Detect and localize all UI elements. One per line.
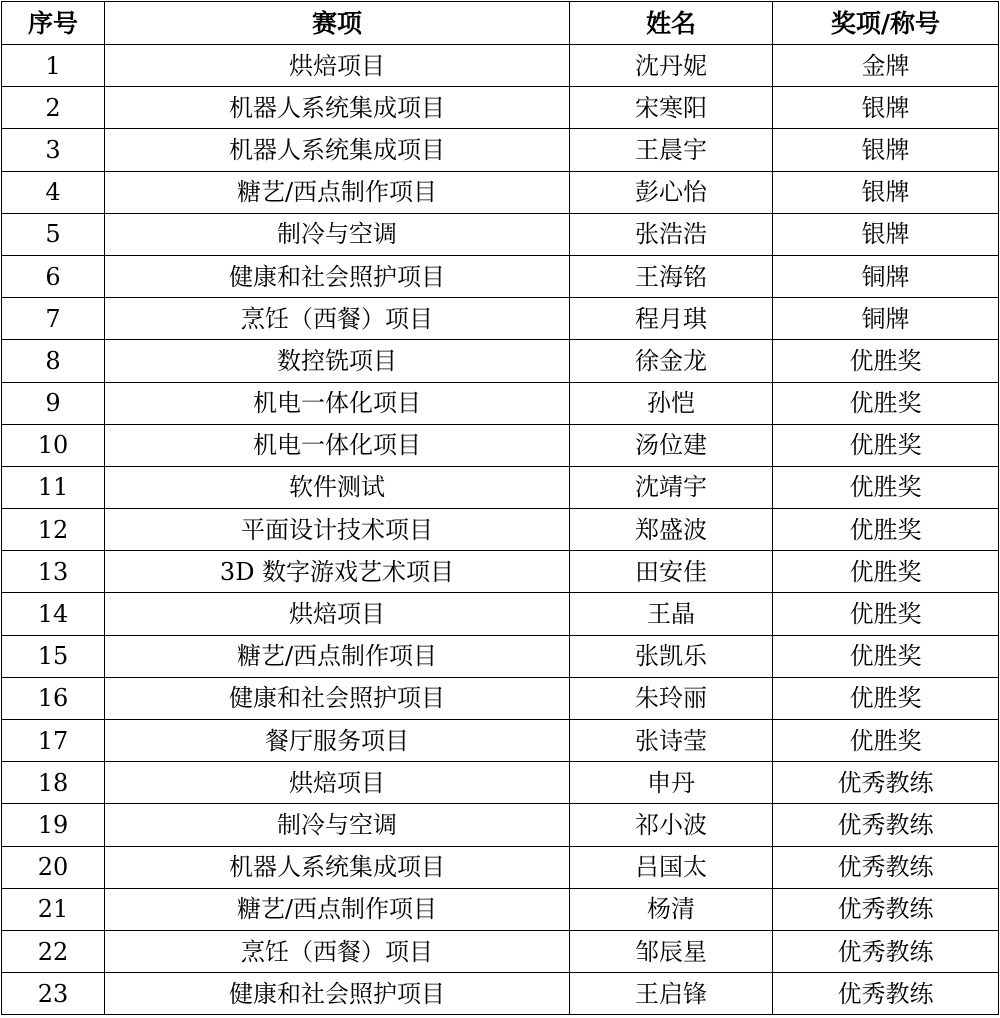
cell-award: 铜牌 <box>773 298 999 340</box>
table-row <box>2 551 999 593</box>
cell-name: 王晶 <box>570 593 773 635</box>
cell-award: 优胜奖 <box>773 382 999 424</box>
cell-no: 9 <box>2 382 105 424</box>
cell-name: 沈丹妮 <box>570 45 773 87</box>
cell-award: 优秀教练 <box>773 762 999 804</box>
cell-no: 4 <box>2 171 105 213</box>
cell-no: 19 <box>2 804 105 846</box>
table-row <box>2 87 999 129</box>
cell-no: 14 <box>2 593 105 635</box>
cell-award: 银牌 <box>773 129 999 171</box>
table-row <box>2 424 999 466</box>
cell-event: 制冷与空调 <box>105 804 570 846</box>
cell-event: 烘焙项目 <box>105 45 570 87</box>
cell-no: 1 <box>2 45 105 87</box>
cell-no: 2 <box>2 87 105 129</box>
cell-award: 银牌 <box>773 87 999 129</box>
table-row <box>2 804 999 846</box>
cell-no: 10 <box>2 424 105 466</box>
cell-name: 申丹 <box>570 762 773 804</box>
header-row <box>2 2 999 45</box>
cell-event: 健康和社会照护项目 <box>105 677 570 719</box>
cell-award: 铜牌 <box>773 255 999 297</box>
cell-event: 平面设计技术项目 <box>105 509 570 551</box>
award-table <box>1 1 999 1015</box>
table-row <box>2 45 999 87</box>
cell-award: 优胜奖 <box>773 424 999 466</box>
cell-award: 银牌 <box>773 213 999 255</box>
table-row <box>2 466 999 508</box>
cell-event: 烘焙项目 <box>105 762 570 804</box>
table-row <box>2 129 999 171</box>
cell-event: 软件测试 <box>105 466 570 508</box>
cell-event: 烹饪（西餐）项目 <box>105 930 570 972</box>
cell-no: 3 <box>2 129 105 171</box>
cell-event: 机电一体化项目 <box>105 424 570 466</box>
cell-no: 5 <box>2 213 105 255</box>
cell-no: 7 <box>2 298 105 340</box>
cell-name: 孙恺 <box>570 382 773 424</box>
table-row <box>2 340 999 382</box>
cell-event: 糖艺/西点制作项目 <box>105 888 570 930</box>
cell-name: 程月琪 <box>570 298 773 340</box>
cell-no: 18 <box>2 762 105 804</box>
cell-no: 13 <box>2 551 105 593</box>
cell-event: 健康和社会照护项目 <box>105 973 570 1015</box>
cell-no: 8 <box>2 340 105 382</box>
cell-award: 优秀教练 <box>773 804 999 846</box>
cell-name: 沈靖宇 <box>570 466 773 508</box>
cell-award: 优胜奖 <box>773 677 999 719</box>
header-name: 姓名 <box>570 2 773 45</box>
cell-event: 机电一体化项目 <box>105 382 570 424</box>
table-row <box>2 213 999 255</box>
cell-name: 田安佳 <box>570 551 773 593</box>
cell-award: 优胜奖 <box>773 720 999 762</box>
cell-event: 机器人系统集成项目 <box>105 129 570 171</box>
table-row <box>2 677 999 719</box>
cell-event: 餐厅服务项目 <box>105 720 570 762</box>
cell-event: 制冷与空调 <box>105 213 570 255</box>
cell-name: 张浩浩 <box>570 213 773 255</box>
cell-award: 金牌 <box>773 45 999 87</box>
cell-award: 优秀教练 <box>773 846 999 888</box>
table-row <box>2 382 999 424</box>
table-header <box>2 2 999 45</box>
cell-name: 杨清 <box>570 888 773 930</box>
table-row <box>2 593 999 635</box>
cell-no: 12 <box>2 509 105 551</box>
cell-award: 优秀教练 <box>773 888 999 930</box>
header-event: 赛项 <box>105 2 570 45</box>
cell-award: 优胜奖 <box>773 551 999 593</box>
cell-no: 15 <box>2 635 105 677</box>
table-row <box>2 888 999 930</box>
cell-no: 20 <box>2 846 105 888</box>
cell-award: 优胜奖 <box>773 593 999 635</box>
cell-event: 数控铣项目 <box>105 340 570 382</box>
cell-no: 21 <box>2 888 105 930</box>
cell-event: 健康和社会照护项目 <box>105 255 570 297</box>
table-row <box>2 509 999 551</box>
cell-event: 烹饪（西餐）项目 <box>105 298 570 340</box>
table-row <box>2 255 999 297</box>
cell-no: 22 <box>2 930 105 972</box>
cell-name: 彭心怡 <box>570 171 773 213</box>
cell-name: 吕国太 <box>570 846 773 888</box>
table-row <box>2 635 999 677</box>
cell-name: 张诗莹 <box>570 720 773 762</box>
header-no: 序号 <box>2 2 105 45</box>
table-row <box>2 846 999 888</box>
table-row <box>2 762 999 804</box>
cell-event: 3D 数字游戏艺术项目 <box>105 551 570 593</box>
cell-award: 优胜奖 <box>773 635 999 677</box>
cell-event: 糖艺/西点制作项目 <box>105 171 570 213</box>
cell-name: 王晨宇 <box>570 129 773 171</box>
cell-award: 优胜奖 <box>773 340 999 382</box>
cell-award: 优胜奖 <box>773 466 999 508</box>
cell-name: 王海铭 <box>570 255 773 297</box>
cell-award: 优秀教练 <box>773 930 999 972</box>
table-row <box>2 930 999 972</box>
cell-name: 祁小波 <box>570 804 773 846</box>
table-row <box>2 720 999 762</box>
table-row <box>2 171 999 213</box>
cell-name: 张凯乐 <box>570 635 773 677</box>
table-body <box>2 45 999 1015</box>
table-row <box>2 973 999 1015</box>
cell-name: 徐金龙 <box>570 340 773 382</box>
cell-name: 宋寒阳 <box>570 87 773 129</box>
cell-no: 6 <box>2 255 105 297</box>
table-row <box>2 298 999 340</box>
cell-name: 王启锋 <box>570 973 773 1015</box>
cell-name: 郑盛波 <box>570 509 773 551</box>
cell-award: 银牌 <box>773 171 999 213</box>
cell-event: 机器人系统集成项目 <box>105 87 570 129</box>
cell-event: 机器人系统集成项目 <box>105 846 570 888</box>
cell-no: 11 <box>2 466 105 508</box>
cell-name: 邹辰星 <box>570 930 773 972</box>
cell-name: 朱玲丽 <box>570 677 773 719</box>
header-award: 奖项/称号 <box>773 2 999 45</box>
cell-no: 17 <box>2 720 105 762</box>
cell-event: 糖艺/西点制作项目 <box>105 635 570 677</box>
cell-event: 烘焙项目 <box>105 593 570 635</box>
cell-award: 优胜奖 <box>773 509 999 551</box>
cell-name: 汤位建 <box>570 424 773 466</box>
cell-no: 16 <box>2 677 105 719</box>
cell-no: 23 <box>2 973 105 1015</box>
cell-award: 优秀教练 <box>773 973 999 1015</box>
